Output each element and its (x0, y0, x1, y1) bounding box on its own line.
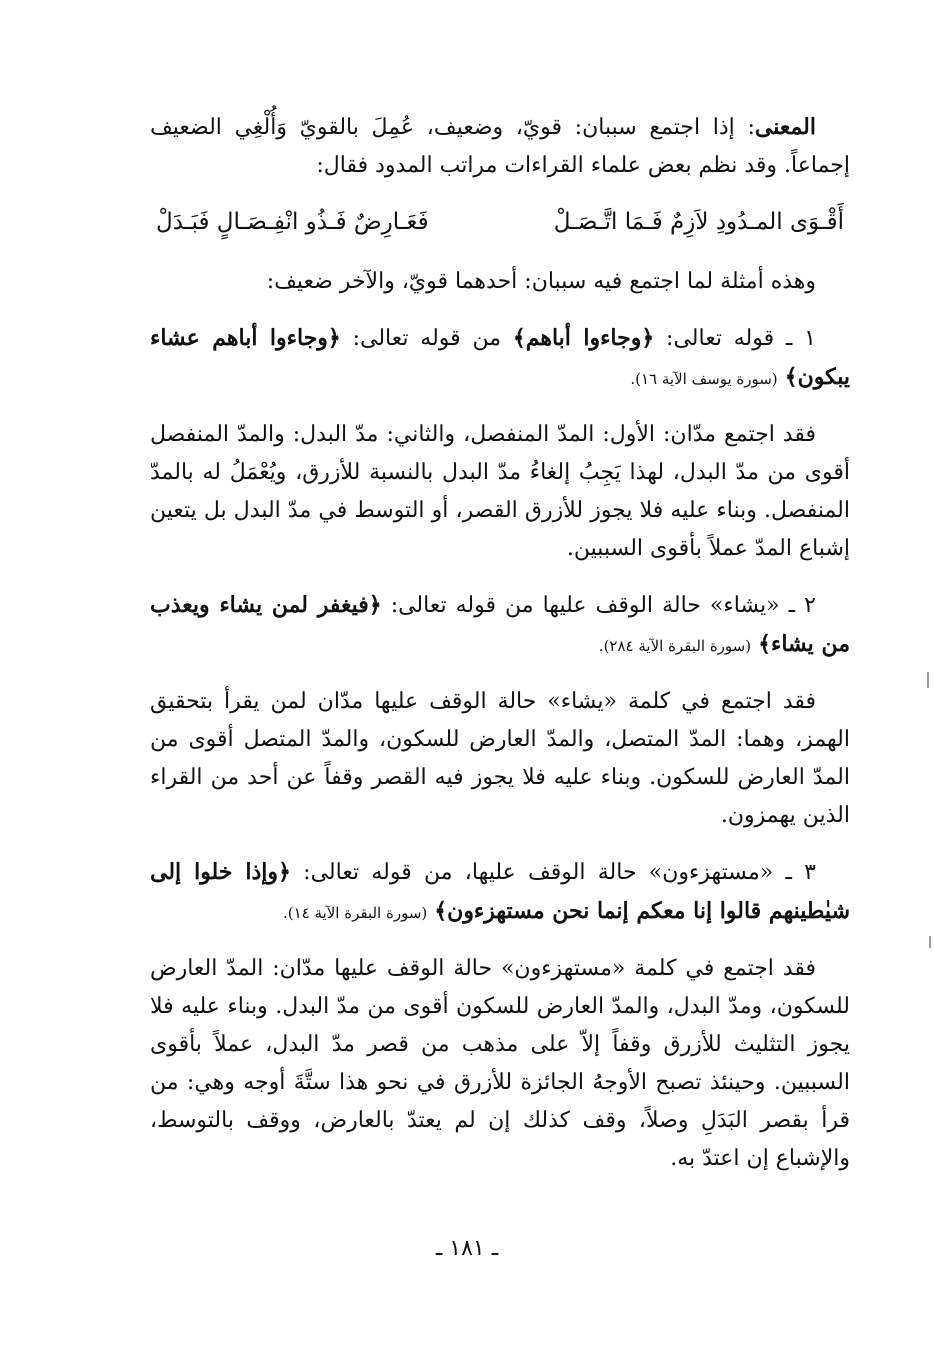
scan-edge-mark-lower (929, 936, 931, 948)
example-3-reference: (سورة البقرة الآية ١٤). (283, 904, 428, 922)
poem-second-hemistich: فَعَـارِضٌ فَـذُو انْفِـصَـالٍ فَبَـدَلْ (156, 209, 429, 235)
example-1-heading (150, 319, 850, 398)
example-2-reference: (سورة البقرة الآية ٢٨٤). (598, 637, 752, 655)
example-1-verse: ﴿وجاءوا أباهم عشاء يبكون﴾ (150, 325, 850, 390)
intro-paragraph (150, 108, 850, 185)
poem-verse (150, 203, 850, 241)
example-1-reference: (سورة يوسف الآية ١٦). (630, 370, 778, 388)
intro-text: : إذا اجتمع سببان: قويّ، وضعيف، عُمِلَ بالقويّ وَأُلْغِي الضعيف إجماعاً. وقد نظم بعض علماء القراءات مراتب المدود فقال: (150, 115, 850, 178)
poem-first-hemistich: أَقْـوَى المـدُودِ لاَزِمٌ فَـمَا اتَّـصَـلْ (553, 209, 844, 235)
example-3-heading (150, 853, 850, 932)
example-2-heading (150, 586, 850, 665)
page-content (150, 108, 850, 1196)
example-2-lead: ٢ ـ «يشاء» حالة الوقف عليها من قوله تعالى: (390, 593, 816, 618)
example-2-verse: ﴿فيغفر لمن يشاء ويعذب من يشاء﴾ (150, 592, 850, 657)
example-1-word: ﴿وجاءوا أباهم﴾ (512, 325, 655, 351)
example-3-verse: ﴿وإذا خلوا إلى شيٰطينهم قالوا إنا معكم إنما نحن مستهزءون﴾ (150, 859, 850, 924)
example-3-body: فقد اجتمع في كلمة «مستهزءون» حالة الوقف عليها مدّان: المدّ العارض للسكون، ومدّ البدل، والمدّ العارض للسكون أقوى من مدّ البدل. وبناء عليه فلا يجوز التثليث للأزرق وقفاً إلاّ على مذهب من قصر مدّ البدل، عملاً بأقوى السببين. وحينئذ تصبح الأوجهُ الجائزة للأزرق في نحو هذا ستَّةَ أوجه وهي: من قرأ بقصر البَدَلِ وصلاً، وقف كذلك إن لم يعتدّ بالعارض، ووقف بالتوسط، والإشباع إن اعتدّ به. (150, 956, 850, 1171)
examples-intro: وهذه أمثلة لما اجتمع فيه سببان: أحدهما قويّ، والآخر ضعيف: (266, 269, 816, 294)
page-number: ـ ١٨١ ـ (435, 1236, 499, 1261)
scan-edge-mark (927, 672, 929, 688)
example-1-body: فقد اجتمع مدّان: الأول: المدّ المنفصل، والثاني: مدّ البدل: والمدّ المنفصل أقوى من مدّ البدل، لهذا يَجِبُ إلغاءُ مدّ البدل بالنسبة للأزرق، ويُعْمَلُ له بالمدّ المنفصل. وبناء عليه فلا يجوز للأزرق القصر، أو التوسط في مدّ البدل بل يتعين إشباع المدّ عملاً بأقوى السببين. (150, 422, 850, 561)
example-1-mid: من قوله تعالى: (352, 326, 502, 351)
intro-term: المعنى (754, 114, 816, 140)
example-1-lead: ١ ـ قوله تعالى: (666, 326, 816, 351)
example-2-body: فقد اجتمع في كلمة «يشاء» حالة الوقف عليها مدّان لمن يقرأ بتحقيق الهمز، وهما: المدّ المتصل، والمدّ العارض للسكون، والمدّ المتصل أقوى من المدّ العارض للسكون. وبناء عليه فلا يجوز فيه القصر وقفاً عن أحد من القراء الذين يهمزون. (150, 689, 850, 828)
example-3-lead: ٣ ـ «مستهزءون» حالة الوقف عليها، من قوله تعالى: (303, 860, 816, 885)
